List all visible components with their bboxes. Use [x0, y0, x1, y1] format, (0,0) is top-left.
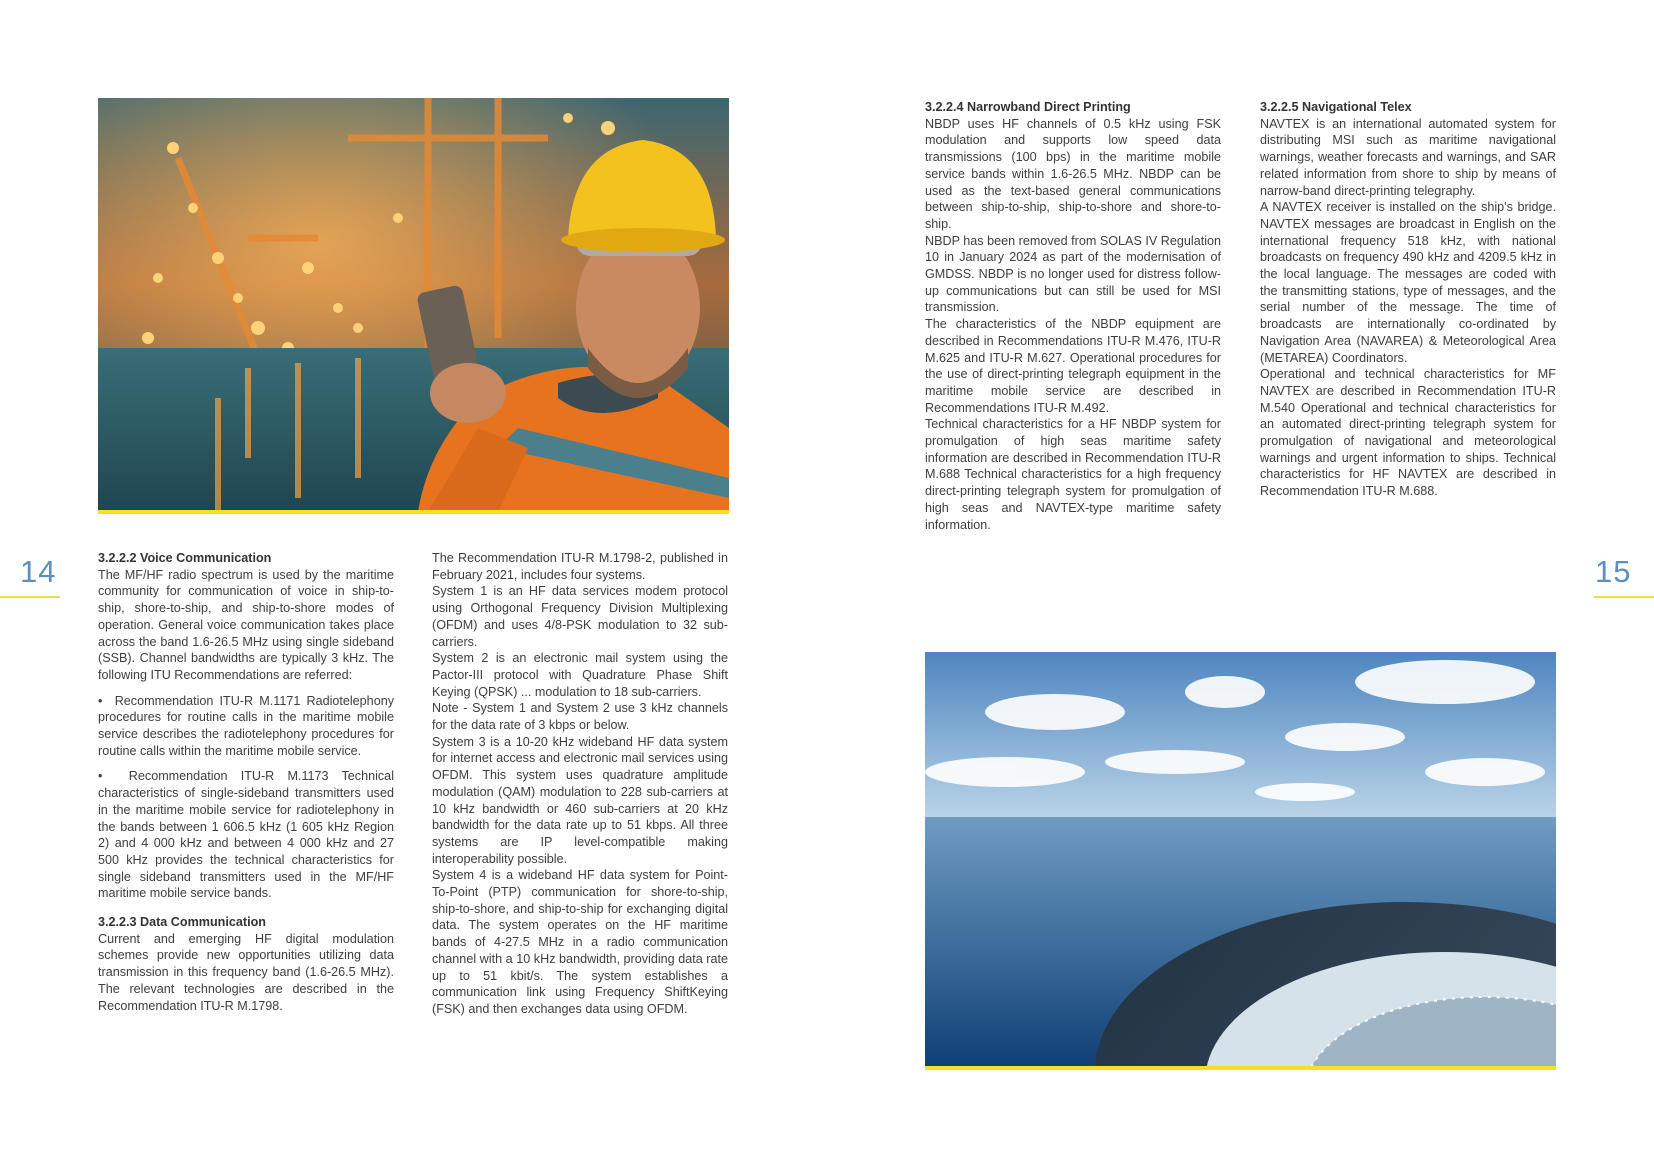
- column-nbdp: [925, 99, 1221, 533]
- heading-navigational-telex: 3.2.2.5 Navigational Telex: [1260, 100, 1412, 114]
- heading-narrowband-direct-printing: 3.2.2.4 Narrowband Direct Printing: [925, 100, 1131, 114]
- paragraph-navtex-1: NAVTEX is an international automated system for distributing MSI such as maritime navigational warnings, weather forecasts and warnings, and SAR related information from shore to ship by means of narrow-band direct-printing telegraphy.: [1260, 116, 1556, 198]
- paragraph-nbdp-4: Technical characteristics for a HF NBDP system for promulgation of high seas maritime safety information are described in Recommendation ITU-R M.688 Technical characteristics for a high frequency direct-printing telegraph system for promulgation of high seas and NAVTEX-type maritime safety information.: [925, 417, 1221, 532]
- bullet-m1171-text: Recommendation ITU-R M.1171 Radiotelephony procedures for routine calls in the maritime mobile service describes the radiotelephony procedures for routine calls within the maritime mobile service.: [98, 693, 394, 758]
- paragraph-system-1: System 1 is an HF data services modem protocol using Orthogonal Frequency Division Multiplexing (OFDM) and uses 4/8-PSK modulation to 32 sub-carriers.: [432, 584, 728, 649]
- paragraph-system-4: System 4 is a wideband HF data system for Point-To-Point (PTP) communication for shore-to-ship, ship-to-shore, and ship-to-ship for exchanging digital data. The system operates on the HF maritime bands of 4-27.5 MHz in a radio communication channel with a 10 kHz bandwidth, providing data rate up to 51 kbit/s. The system establishes a communication link using Frequency ShiftKeying (FSK) and then exchanges data using OFDM.: [432, 868, 728, 1016]
- paragraph-m1798: The Recommendation ITU-R M.1798-2, published in February 2021, includes four systems.: [432, 551, 728, 582]
- page-number-left: 14: [20, 554, 57, 589]
- heading-voice-communication: 3.2.2.2 Voice Communication: [98, 551, 272, 565]
- page-number-left-rule: [0, 596, 60, 598]
- sea-photo: [925, 652, 1556, 1068]
- bullet-m1173: [98, 768, 394, 902]
- paragraph-nbdp-1: NBDP uses HF channels of 0.5 kHz using FSK modulation and supports low speed data transmissions (100 bps) in the maritime mobile service bands within 1.6-26.5 MHz. NBDP can be used as the text-based general communications between ship-to-ship, ship-to-shore and shore-to-ship.: [925, 116, 1221, 231]
- column-voice-data: [98, 550, 394, 1014]
- paragraph-navtex-2: A NAVTEX receiver is installed on the ship's bridge. NAVTEX messages are broadcast in English on the international frequency 518 kHz, with national broadcasts on frequency 490 kHz and 4209.5 kHz in the local language. The messages are coded with the transmitting stations, type of messages, and the serial number of the message. The time of broadcasts are internationally co-ordinated by Navigation Area (NAVAREA) & Meteorological Area (METAREA) Coordinators.: [1260, 200, 1556, 365]
- paragraph-navtex-3: Operational and technical characteristics for MF NAVTEX are described in Recommendation ITU-R M.540 Operational and technical characteristics for an automated direct-printing telegraph system for promulgation of navigational and meteorological warnings and urgent information to ships. Technical characteristics for HF NAVTEX are described in Recommendation ITU-R M.688.: [1260, 367, 1556, 499]
- column-navtex: [1260, 99, 1556, 500]
- worker-photo: [98, 98, 729, 512]
- sea-photo-underline: [925, 1066, 1556, 1070]
- paragraph-note: Note - System 1 and System 2 use 3 kHz channels for the data rate of 3 kbps or below.: [432, 701, 728, 733]
- bullet-m1171: [98, 693, 394, 760]
- bullet-m1173-text: Recommendation ITU-R M.1173 Technical characteristics of single-sideband transmitters used in the maritime mobile service for radiotelephony in the bands between 1 606.5 kHz (1 605 kHz Region 2) and 4 000 kHz and between 4 000 kHz and 27 500 kHz provides the technical characteristics for single sideband transmitters used in the MF/HF maritime mobile service bands.: [98, 769, 394, 901]
- worker-photo-underline: [98, 510, 729, 514]
- heading-data-communication: 3.2.2.3 Data Communication: [98, 915, 266, 930]
- paragraph-nbdp-2: NBDP has been removed from SOLAS IV Regulation 10 in January 2024 as part of the modernisation of GMDSS. NBDP is no longer used for distress follow-up communications but can still be used for MSI transmission.: [925, 233, 1221, 315]
- column-systems: [432, 550, 728, 1018]
- paragraph-nbdp-3: The characteristics of the NBDP equipment are described in Recommendations ITU-R M.476, ITU-R M.625 and ITU-R M.627. Operational procedures for the use of direct-printing telegraph equipment in the maritime mobile service are described in Recommendations ITU-R M.492.: [925, 317, 1221, 415]
- paragraph-voice: The MF/HF radio spectrum is used by the maritime community for communication of voice in ship-to-ship, shore-to-ship, and ship-to-shore modes of operation. General voice communication takes place across the band 1.6-26.5 MHz using single sideband (SSB). Channel bandwidths are typically 3 kHz. The following ITU Recommendations are referred:: [98, 567, 394, 682]
- page-number-right: 15: [1595, 554, 1632, 589]
- page-number-right-rule: [1594, 596, 1654, 598]
- paragraph-system-3: System 3 is a 10-20 kHz wideband HF data system for internet access and electronic mail services using OFDM. This system uses quadrature amplitude modulation (QAM) modulation to 228 sub-carriers at 10 kHz bandwidth or 460 sub-carriers at 20 kHz bandwidth for the data rate up to 51 kbps. All three systems are IP level-compatible making interoperability possible.: [432, 734, 728, 866]
- paragraph-system-2: System 2 is an electronic mail system using the Pactor-III protocol with Quadrature Phase Shift Keying (QPSK) ... modulation to 18 sub-carriers.: [432, 651, 728, 699]
- paragraph-data: Current and emerging HF digital modulation schemes provide new opportunities utilizing data transmission in this frequency band (1.6-26.5 MHz). The relevant technologies are described in the Recommendation ITU-R M.1798.: [98, 931, 394, 1013]
